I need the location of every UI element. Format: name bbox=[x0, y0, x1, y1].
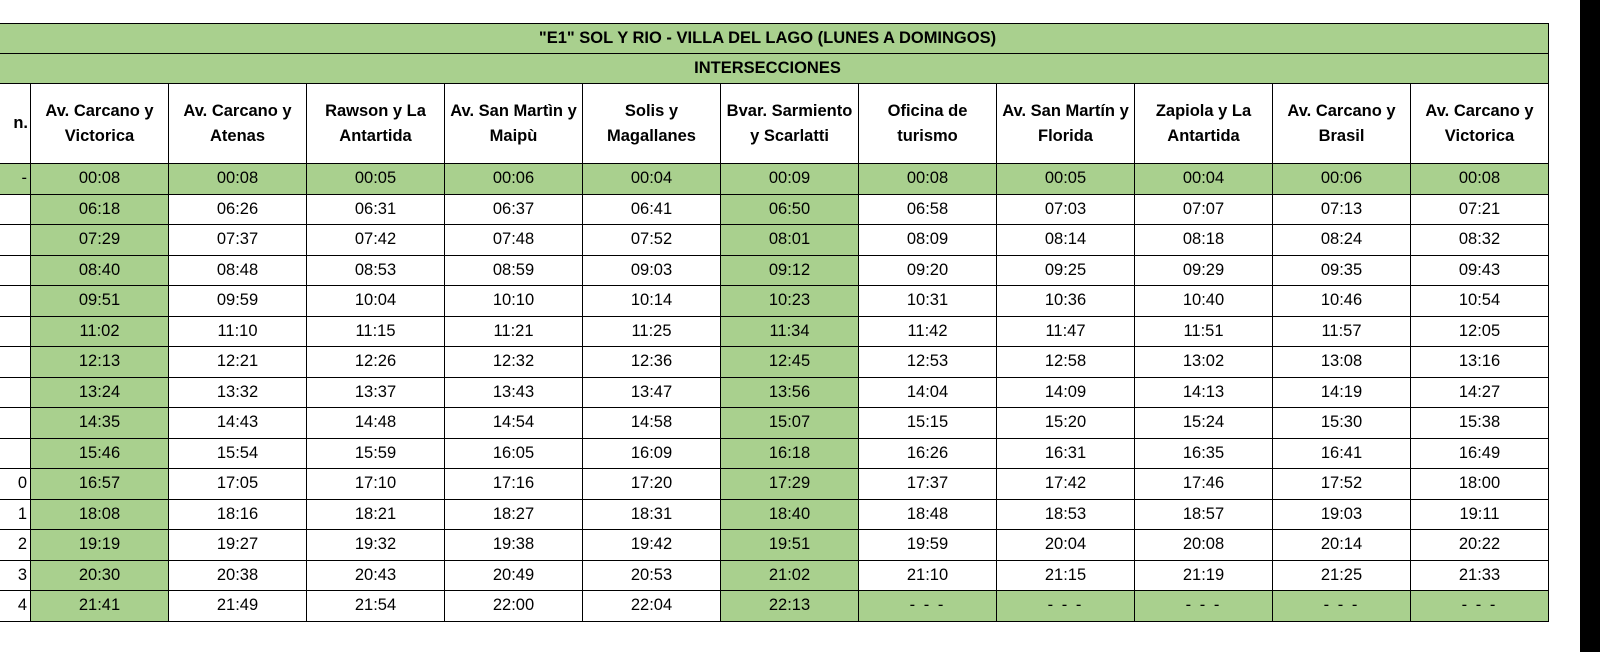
time-cell: 08:01 bbox=[721, 225, 859, 256]
time-cell: 18:48 bbox=[859, 499, 997, 530]
time-cell: 15:38 bbox=[1411, 408, 1549, 439]
trip-number: 0 bbox=[0, 469, 31, 500]
time-cell: 12:13 bbox=[31, 347, 169, 378]
stop-header: Av. Carcano y Atenas bbox=[169, 84, 307, 164]
time-cell: 08:53 bbox=[307, 255, 445, 286]
time-cell: 09:20 bbox=[859, 255, 997, 286]
table-row bbox=[0, 286, 1549, 317]
trip-number bbox=[0, 255, 31, 286]
trip-number bbox=[0, 316, 31, 347]
table-row bbox=[0, 377, 1549, 408]
interval-cell: 00:06 bbox=[1273, 164, 1411, 195]
route-title: "E1" SOL Y RIO - VILLA DEL LAGO (LUNES A DOMINGOS) bbox=[0, 24, 1549, 54]
time-cell: - - - bbox=[1135, 591, 1273, 622]
time-cell: 16:26 bbox=[859, 438, 997, 469]
time-cell: 15:20 bbox=[997, 408, 1135, 439]
time-cell: 13:43 bbox=[445, 377, 583, 408]
interval-cell: 00:08 bbox=[1411, 164, 1549, 195]
time-cell: 20:14 bbox=[1273, 530, 1411, 561]
time-cell: 16:41 bbox=[1273, 438, 1411, 469]
table-row bbox=[0, 194, 1549, 225]
time-cell: 11:10 bbox=[169, 316, 307, 347]
time-cell: 21:25 bbox=[1273, 560, 1411, 591]
time-cell: 11:02 bbox=[31, 316, 169, 347]
time-cell: 13:08 bbox=[1273, 347, 1411, 378]
time-cell: 10:23 bbox=[721, 286, 859, 317]
table-row bbox=[0, 347, 1549, 378]
time-cell: 13:47 bbox=[583, 377, 721, 408]
time-cell: 12:21 bbox=[169, 347, 307, 378]
trip-number: 4 bbox=[0, 591, 31, 622]
time-cell: 22:04 bbox=[583, 591, 721, 622]
time-cell: 08:59 bbox=[445, 255, 583, 286]
time-cell: 15:54 bbox=[169, 438, 307, 469]
table-row bbox=[0, 316, 1549, 347]
intersections-header: INTERSECCIONES bbox=[0, 54, 1549, 84]
time-cell: 17:37 bbox=[859, 469, 997, 500]
time-cell: 14:27 bbox=[1411, 377, 1549, 408]
trip-number bbox=[0, 347, 31, 378]
trip-number-header: n. bbox=[0, 84, 31, 164]
table-row bbox=[0, 438, 1549, 469]
stop-header: Zapiola y La Antartida bbox=[1135, 84, 1273, 164]
time-cell: 07:07 bbox=[1135, 194, 1273, 225]
time-cell: 08:09 bbox=[859, 225, 997, 256]
time-cell: 14:09 bbox=[997, 377, 1135, 408]
time-cell: 19:03 bbox=[1273, 499, 1411, 530]
time-cell: 17:29 bbox=[721, 469, 859, 500]
time-cell: 06:26 bbox=[169, 194, 307, 225]
time-cell: 09:43 bbox=[1411, 255, 1549, 286]
trip-number bbox=[0, 408, 31, 439]
time-cell: 10:14 bbox=[583, 286, 721, 317]
time-cell: 11:42 bbox=[859, 316, 997, 347]
time-cell: 12:32 bbox=[445, 347, 583, 378]
time-cell: 16:31 bbox=[997, 438, 1135, 469]
time-cell: 10:46 bbox=[1273, 286, 1411, 317]
interval-cell: 00:05 bbox=[997, 164, 1135, 195]
time-cell: 18:40 bbox=[721, 499, 859, 530]
time-cell: 19:27 bbox=[169, 530, 307, 561]
time-cell: 18:27 bbox=[445, 499, 583, 530]
time-cell: - - - bbox=[997, 591, 1135, 622]
schedule-table bbox=[0, 23, 1549, 622]
time-cell: 17:20 bbox=[583, 469, 721, 500]
stop-header: Av. Carcano y Victorica bbox=[31, 84, 169, 164]
time-cell: 10:04 bbox=[307, 286, 445, 317]
stops-header-row bbox=[0, 84, 1549, 164]
time-cell: 19:32 bbox=[307, 530, 445, 561]
time-cell: 21:49 bbox=[169, 591, 307, 622]
time-cell: 11:34 bbox=[721, 316, 859, 347]
time-cell: 09:29 bbox=[1135, 255, 1273, 286]
time-cell: 06:18 bbox=[31, 194, 169, 225]
interval-label: - bbox=[0, 164, 31, 195]
interval-cell: 00:06 bbox=[445, 164, 583, 195]
time-cell: 09:25 bbox=[997, 255, 1135, 286]
time-cell: 21:02 bbox=[721, 560, 859, 591]
time-cell: 09:12 bbox=[721, 255, 859, 286]
time-cell: 07:52 bbox=[583, 225, 721, 256]
time-cell: 14:48 bbox=[307, 408, 445, 439]
trip-number bbox=[0, 194, 31, 225]
interval-row bbox=[0, 164, 1549, 195]
table-row bbox=[0, 560, 1549, 591]
time-cell: 20:22 bbox=[1411, 530, 1549, 561]
time-cell: 12:26 bbox=[307, 347, 445, 378]
interval-cell: 00:08 bbox=[169, 164, 307, 195]
time-cell: 10:36 bbox=[997, 286, 1135, 317]
stop-header: Rawson y La Antartida bbox=[307, 84, 445, 164]
time-cell: 13:24 bbox=[31, 377, 169, 408]
time-cell: 13:16 bbox=[1411, 347, 1549, 378]
time-cell: 14:58 bbox=[583, 408, 721, 439]
time-cell: 17:16 bbox=[445, 469, 583, 500]
time-cell: 15:30 bbox=[1273, 408, 1411, 439]
time-cell: 14:43 bbox=[169, 408, 307, 439]
time-cell: 22:13 bbox=[721, 591, 859, 622]
time-cell: 10:40 bbox=[1135, 286, 1273, 317]
time-cell: 17:46 bbox=[1135, 469, 1273, 500]
time-cell: 15:46 bbox=[31, 438, 169, 469]
time-cell: 09:51 bbox=[31, 286, 169, 317]
time-cell: 07:29 bbox=[31, 225, 169, 256]
time-cell: 13:02 bbox=[1135, 347, 1273, 378]
time-cell: 14:35 bbox=[31, 408, 169, 439]
time-cell: 06:50 bbox=[721, 194, 859, 225]
time-cell: 21:19 bbox=[1135, 560, 1273, 591]
time-cell: 16:18 bbox=[721, 438, 859, 469]
time-cell: 16:49 bbox=[1411, 438, 1549, 469]
time-cell: 17:42 bbox=[997, 469, 1135, 500]
time-cell: 12:36 bbox=[583, 347, 721, 378]
table-row bbox=[0, 255, 1549, 286]
time-cell: - - - bbox=[1273, 591, 1411, 622]
schedule-sheet bbox=[0, 23, 1549, 622]
time-cell: 12:53 bbox=[859, 347, 997, 378]
time-cell: 15:07 bbox=[721, 408, 859, 439]
time-cell: 20:43 bbox=[307, 560, 445, 591]
time-cell: 13:37 bbox=[307, 377, 445, 408]
time-cell: 10:10 bbox=[445, 286, 583, 317]
time-cell: 14:54 bbox=[445, 408, 583, 439]
time-cell: 21:10 bbox=[859, 560, 997, 591]
time-cell: 19:38 bbox=[445, 530, 583, 561]
time-cell: 09:59 bbox=[169, 286, 307, 317]
trip-number bbox=[0, 438, 31, 469]
time-cell: 20:30 bbox=[31, 560, 169, 591]
time-cell: 19:11 bbox=[1411, 499, 1549, 530]
stop-header: Av. Carcano y Brasil bbox=[1273, 84, 1411, 164]
time-cell: 18:08 bbox=[31, 499, 169, 530]
time-cell: 16:09 bbox=[583, 438, 721, 469]
time-cell: 20:04 bbox=[997, 530, 1135, 561]
time-cell: 16:05 bbox=[445, 438, 583, 469]
time-cell: 16:35 bbox=[1135, 438, 1273, 469]
trip-number: 1 bbox=[0, 499, 31, 530]
time-cell: 14:04 bbox=[859, 377, 997, 408]
time-cell: 07:48 bbox=[445, 225, 583, 256]
time-cell: 18:16 bbox=[169, 499, 307, 530]
time-cell: - - - bbox=[859, 591, 997, 622]
time-cell: 07:03 bbox=[997, 194, 1135, 225]
trip-number: 3 bbox=[0, 560, 31, 591]
interval-cell: 00:04 bbox=[583, 164, 721, 195]
time-cell: 07:13 bbox=[1273, 194, 1411, 225]
stop-header: Bvar. Sarmiento y Scarlatti bbox=[721, 84, 859, 164]
time-cell: 06:37 bbox=[445, 194, 583, 225]
table-row bbox=[0, 469, 1549, 500]
time-cell: 17:05 bbox=[169, 469, 307, 500]
time-cell: 07:37 bbox=[169, 225, 307, 256]
time-cell: 07:21 bbox=[1411, 194, 1549, 225]
time-cell: 12:58 bbox=[997, 347, 1135, 378]
time-cell: 21:33 bbox=[1411, 560, 1549, 591]
time-cell: 09:03 bbox=[583, 255, 721, 286]
time-cell: - - - bbox=[1411, 591, 1549, 622]
time-cell: 15:24 bbox=[1135, 408, 1273, 439]
table-row bbox=[0, 530, 1549, 561]
time-cell: 18:53 bbox=[997, 499, 1135, 530]
time-cell: 07:42 bbox=[307, 225, 445, 256]
time-cell: 21:15 bbox=[997, 560, 1135, 591]
trip-number bbox=[0, 377, 31, 408]
time-cell: 18:21 bbox=[307, 499, 445, 530]
time-cell: 19:51 bbox=[721, 530, 859, 561]
scrollbar-edge bbox=[1580, 0, 1600, 652]
time-cell: 08:24 bbox=[1273, 225, 1411, 256]
time-cell: 14:19 bbox=[1273, 377, 1411, 408]
interval-cell: 00:08 bbox=[859, 164, 997, 195]
time-cell: 21:54 bbox=[307, 591, 445, 622]
time-cell: 08:40 bbox=[31, 255, 169, 286]
time-cell: 20:49 bbox=[445, 560, 583, 591]
time-cell: 17:52 bbox=[1273, 469, 1411, 500]
time-cell: 21:41 bbox=[31, 591, 169, 622]
time-cell: 10:31 bbox=[859, 286, 997, 317]
stop-header: Av. San Martín y Florida bbox=[997, 84, 1135, 164]
time-cell: 08:14 bbox=[997, 225, 1135, 256]
time-cell: 15:15 bbox=[859, 408, 997, 439]
time-cell: 17:10 bbox=[307, 469, 445, 500]
interval-cell: 00:09 bbox=[721, 164, 859, 195]
time-cell: 08:48 bbox=[169, 255, 307, 286]
time-cell: 18:57 bbox=[1135, 499, 1273, 530]
time-cell: 08:32 bbox=[1411, 225, 1549, 256]
time-cell: 18:31 bbox=[583, 499, 721, 530]
interval-cell: 00:04 bbox=[1135, 164, 1273, 195]
time-cell: 11:25 bbox=[583, 316, 721, 347]
stop-header: Oficina de turismo bbox=[859, 84, 997, 164]
interval-cell: 00:08 bbox=[31, 164, 169, 195]
time-cell: 15:59 bbox=[307, 438, 445, 469]
time-cell: 14:13 bbox=[1135, 377, 1273, 408]
time-cell: 19:59 bbox=[859, 530, 997, 561]
time-cell: 19:42 bbox=[583, 530, 721, 561]
time-cell: 13:32 bbox=[169, 377, 307, 408]
table-row bbox=[0, 499, 1549, 530]
time-cell: 08:18 bbox=[1135, 225, 1273, 256]
time-cell: 11:15 bbox=[307, 316, 445, 347]
interval-cell: 00:05 bbox=[307, 164, 445, 195]
time-cell: 20:08 bbox=[1135, 530, 1273, 561]
time-cell: 06:41 bbox=[583, 194, 721, 225]
time-cell: 18:00 bbox=[1411, 469, 1549, 500]
table-row bbox=[0, 225, 1549, 256]
stop-header: Solis y Magallanes bbox=[583, 84, 721, 164]
time-cell: 06:58 bbox=[859, 194, 997, 225]
time-cell: 12:05 bbox=[1411, 316, 1549, 347]
trip-number bbox=[0, 225, 31, 256]
stop-header: Av. San Martìn y Maipù bbox=[445, 84, 583, 164]
table-row bbox=[0, 591, 1549, 622]
time-cell: 11:57 bbox=[1273, 316, 1411, 347]
time-cell: 09:35 bbox=[1273, 255, 1411, 286]
time-cell: 10:54 bbox=[1411, 286, 1549, 317]
time-cell: 11:21 bbox=[445, 316, 583, 347]
time-cell: 11:51 bbox=[1135, 316, 1273, 347]
trip-number: 2 bbox=[0, 530, 31, 561]
time-cell: 22:00 bbox=[445, 591, 583, 622]
time-cell: 06:31 bbox=[307, 194, 445, 225]
time-cell: 19:19 bbox=[31, 530, 169, 561]
time-cell: 20:38 bbox=[169, 560, 307, 591]
trip-number bbox=[0, 286, 31, 317]
stop-header: Av. Carcano y Victorica bbox=[1411, 84, 1549, 164]
time-cell: 16:57 bbox=[31, 469, 169, 500]
time-cell: 12:45 bbox=[721, 347, 859, 378]
table-row bbox=[0, 408, 1549, 439]
time-cell: 11:47 bbox=[997, 316, 1135, 347]
time-cell: 20:53 bbox=[583, 560, 721, 591]
time-cell: 13:56 bbox=[721, 377, 859, 408]
